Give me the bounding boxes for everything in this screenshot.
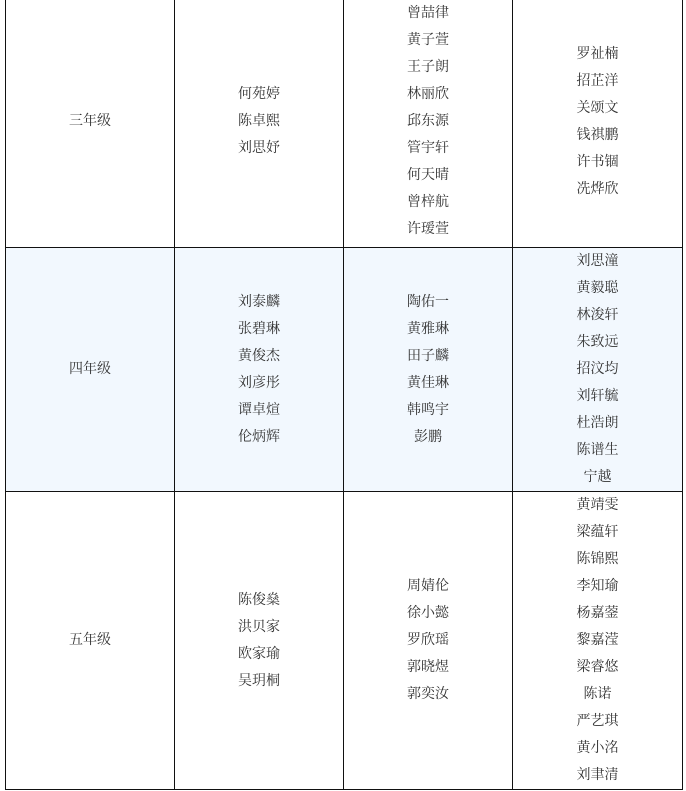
grade-label: 三年级 — [69, 113, 111, 129]
student-name: 林浚轩 — [576, 307, 619, 323]
student-list-table — [5, 0, 683, 790]
student-name: 黄小洺 — [576, 740, 619, 756]
student-name: 伦炳辉 — [238, 428, 280, 445]
student-name: 黄子萱 — [407, 32, 449, 48]
name-list — [175, 289, 343, 451]
table-row — [6, 248, 683, 492]
table-row — [6, 0, 683, 248]
student-name: 钱祺鹏 — [576, 126, 619, 143]
student-name: 刘泰麟 — [238, 293, 280, 310]
student-name: 黄毅聪 — [576, 280, 619, 296]
name-list — [513, 41, 682, 203]
names-cell — [513, 0, 683, 248]
name-list — [175, 587, 343, 695]
student-name: 黎嘉滢 — [576, 632, 619, 648]
student-name: 杨嘉蓥 — [576, 605, 619, 621]
student-name: 吴玥桐 — [238, 672, 280, 689]
grade-label: 四年级 — [69, 361, 111, 377]
student-name: 许瑷萱 — [407, 221, 449, 237]
student-name: 许书锢 — [576, 153, 619, 170]
table-body — [6, 0, 683, 790]
grade-cell — [6, 492, 175, 790]
names-cell — [344, 492, 513, 790]
name-list — [513, 492, 682, 789]
grade-label: 五年级 — [69, 632, 111, 648]
student-name: 何苑婷 — [238, 86, 280, 102]
student-name: 刘轩毓 — [576, 388, 619, 404]
student-name: 郭晓煜 — [407, 659, 449, 675]
student-name: 田子麟 — [407, 347, 449, 364]
student-name: 罗祉楠 — [576, 45, 619, 62]
student-name: 招汶均 — [576, 361, 619, 377]
student-name: 梁睿悠 — [576, 659, 619, 675]
student-name: 徐小懿 — [407, 605, 449, 621]
names-cell — [344, 0, 513, 248]
name-list — [513, 248, 682, 491]
student-name: 陈谱生 — [576, 442, 619, 458]
student-name: 林丽欣 — [407, 86, 449, 102]
student-name: 周婧伦 — [407, 578, 449, 594]
grade-cell — [6, 248, 175, 492]
student-name: 张碧琳 — [238, 320, 280, 337]
student-name: 陈锦熙 — [576, 551, 619, 567]
student-name: 黄靖雯 — [576, 497, 619, 513]
student-name: 郭奕汝 — [407, 686, 449, 702]
table-row — [6, 492, 683, 790]
names-cell — [175, 492, 344, 790]
student-name: 陶佑一 — [407, 293, 449, 310]
student-name: 谭卓煊 — [238, 401, 280, 418]
names-cell — [175, 248, 344, 492]
student-name: 王子朗 — [407, 59, 449, 75]
student-name: 李知瑜 — [576, 578, 619, 594]
student-name: 杜浩朗 — [576, 415, 619, 431]
student-name: 关颂文 — [576, 99, 619, 116]
student-name: 严艺琪 — [576, 713, 619, 729]
student-name: 曾喆律 — [407, 5, 449, 21]
student-name: 曾梓航 — [407, 194, 449, 210]
student-name: 梁蕴轩 — [576, 524, 619, 540]
student-name: 刘思妤 — [238, 140, 280, 156]
student-name: 刘思潼 — [576, 253, 619, 269]
student-name: 黄俊杰 — [238, 347, 280, 364]
student-name: 何天晴 — [407, 167, 449, 183]
student-name: 洪贝家 — [238, 618, 280, 635]
student-name: 黄雅琳 — [407, 320, 449, 337]
student-name: 朱致远 — [576, 334, 619, 350]
name-list — [344, 573, 512, 708]
student-name: 宁越 — [583, 469, 612, 485]
student-name: 彭鹏 — [414, 428, 442, 445]
student-name: 陈俊燊 — [238, 591, 280, 608]
student-name: 欧家瑜 — [238, 645, 280, 662]
name-list — [175, 81, 343, 162]
names-cell — [175, 0, 344, 248]
student-name: 管宇轩 — [407, 140, 449, 156]
name-list — [344, 0, 512, 243]
grade-cell — [6, 0, 175, 248]
names-cell — [513, 248, 683, 492]
student-name: 黄佳琳 — [407, 374, 449, 391]
student-name: 冼烨欣 — [576, 180, 619, 197]
name-list — [344, 289, 512, 451]
student-name: 陈卓熙 — [238, 113, 280, 129]
student-name: 刘彦彤 — [238, 374, 280, 391]
student-name: 邱东源 — [407, 113, 449, 129]
student-name: 刘聿清 — [576, 767, 619, 783]
student-name: 韩鸣宇 — [407, 401, 449, 418]
names-cell — [513, 492, 683, 790]
student-name: 陈诺 — [583, 686, 612, 702]
names-cell — [344, 248, 513, 492]
student-name: 罗欣瑶 — [407, 632, 449, 648]
student-name: 招芷洋 — [576, 72, 619, 89]
